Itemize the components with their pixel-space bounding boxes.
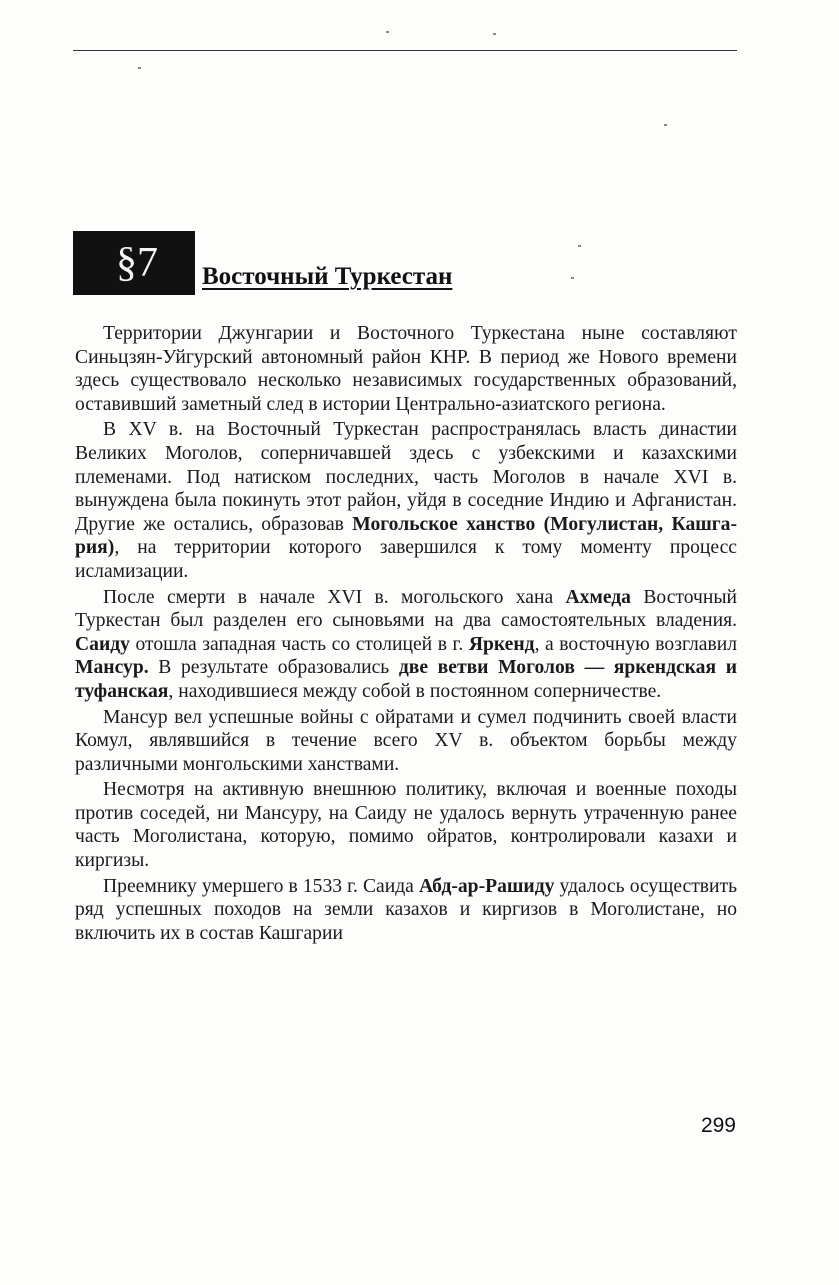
text-run: Территории Джунгарии и Восточного Туркестана ныне составляют Синьцзян-Уйгурский автономный район КНР. В период же Нового времени здесь существовало несколько независимых государственных образований, оставивший заметный след в истории Центрально-азиатского региона. bbox=[75, 323, 737, 415]
bold-term: Ахмеда bbox=[565, 586, 631, 608]
section-number-badge: §7 bbox=[73, 231, 195, 295]
text-run: Восточный Туркестан был разделен его сыновьями на два самостоятельных владения. bbox=[75, 586, 737, 632]
text-run: В XV в. на Восточный Туркестан распространялась власть династии Великих Моголов, соперничавшей здесь с узбекскими и казахскими племенами. Под натиском последних, часть Моголов в начале XVI в. вынуждена была покинуть этот район, уйдя в соседние Индию и Афганистан. Другие же остались, образовав bbox=[75, 419, 737, 535]
scan-speck bbox=[386, 31, 389, 33]
text-run: , а восточную возглавил bbox=[534, 633, 737, 655]
paragraph bbox=[75, 778, 737, 872]
bold-term: Саиду bbox=[75, 633, 130, 655]
text-run: Мансур вел успешные войны с ойратами и сумел подчинить своей власти Комул, являвшийся в течение всего XV в. объектом борьбы между различными монгольскими ханствами. bbox=[75, 706, 737, 775]
bold-term: Мансур. bbox=[75, 657, 149, 679]
paragraph bbox=[75, 586, 737, 704]
text-run: В результате образовались bbox=[148, 657, 399, 679]
scan-speck bbox=[664, 124, 667, 126]
section-title: Восточный Туркестан bbox=[202, 263, 453, 290]
bold-term: Могольское ханство (Могулистан, Кашгария) bbox=[75, 513, 738, 559]
text-run: После смерти в начале XVI в. могольского хана bbox=[103, 586, 566, 608]
text-run: , на территории которого завершился к тому моменту процесс исламизации. bbox=[75, 537, 737, 582]
text-run: отошла западная часть со столицей в г. bbox=[129, 633, 469, 655]
text-run: , находившиеся между собой в постоянном соперничестве. bbox=[168, 680, 662, 702]
paragraph bbox=[75, 875, 737, 946]
page-number: 299 bbox=[700, 1114, 736, 1137]
text-run: Преемнику умершего в 1533 г. Саида bbox=[103, 875, 419, 897]
paragraph bbox=[75, 322, 737, 416]
scan-speck bbox=[138, 67, 141, 69]
paragraph bbox=[75, 418, 737, 583]
paragraph bbox=[75, 706, 737, 777]
top-rule bbox=[73, 50, 737, 51]
text-run: удалось осуществить ряд успешных походов на земли казахов и киргизов в Моголистане, но включить их в состав Кашгарии bbox=[75, 875, 738, 944]
bold-term: Абд-ар-Рашиду bbox=[418, 875, 555, 897]
scan-speck bbox=[571, 277, 574, 279]
bold-term: Яркенд bbox=[468, 633, 535, 655]
scan-speck bbox=[493, 33, 496, 35]
bold-term: две ветви Моголов — яркендская и туфанская bbox=[75, 657, 737, 702]
scan-speck bbox=[578, 245, 581, 247]
body-text bbox=[75, 322, 737, 947]
text-run: Несмотря на активную внешнюю политику, включая и военные походы против соседей, ни Мансуру, на Саиду не удалось вернуть утраченную ранее часть Моголистана, которую, помимо ойратов, контролировали казахи и киргизы. bbox=[75, 779, 737, 872]
